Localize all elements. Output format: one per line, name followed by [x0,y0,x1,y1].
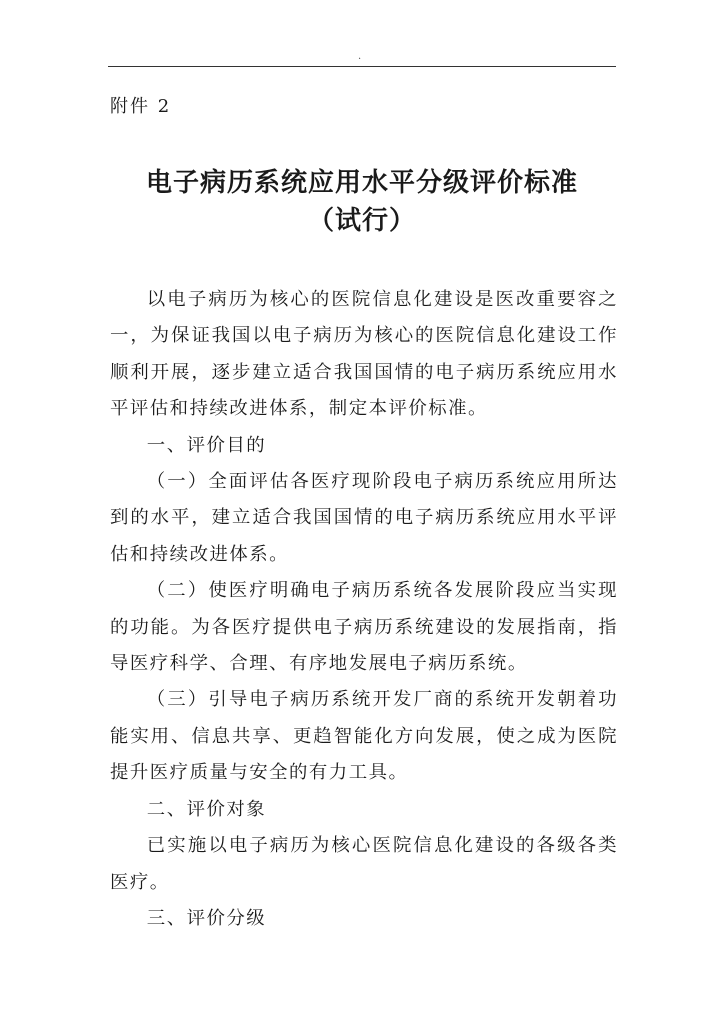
paragraph-purpose-2: （二）使医疗明确电子病历系统各发展阶段应当实现的功能。为各医疗提供电子病历系统建设的发展指南，指导医疗科学、合理、有序地发展电子病历系统。 [110,580,618,675]
paragraph-purpose-3: （三）引导电子病历系统开发厂商的系统开发朝着功能实用、信息共享、更趋智能化方向发展，使之成为医院提升医疗质量与安全的有力工具。 [110,689,618,784]
attachment-label: 附件 2 [110,96,172,117]
paragraph-target: 已实施以电子病历为核心医院信息化建设的各级各类医疗。 [110,835,618,893]
paragraph-intro: 以电子病历为核心的医院信息化建设是医改重要容之一，为保证我国以电子病历为核心的医院信息化建设工作顺利开展，逐步建立适合我国国情的电子病历系统应用水平评估和持续改进体系，制定本评价标准。 [110,289,618,420]
header-rule [108,66,616,67]
document-body [110,282,618,937]
header-dot: . [358,51,362,62]
document-title: 电子病历系统应用水平分级评价标准 [145,168,578,198]
section-heading-2: 二、评价对象 [146,798,267,820]
paragraph-purpose-1: （一）全面评估各医疗现阶段电子病历系统应用所达到的水平，建立适合我国国情的电子病历系统应用水平评估和持续改进体系。 [110,471,618,565]
section-heading-1: 一、评价目的 [146,434,267,456]
document-subtitle: （试行） [307,206,416,236]
section-heading-3: 三、评价分级 [146,907,267,929]
